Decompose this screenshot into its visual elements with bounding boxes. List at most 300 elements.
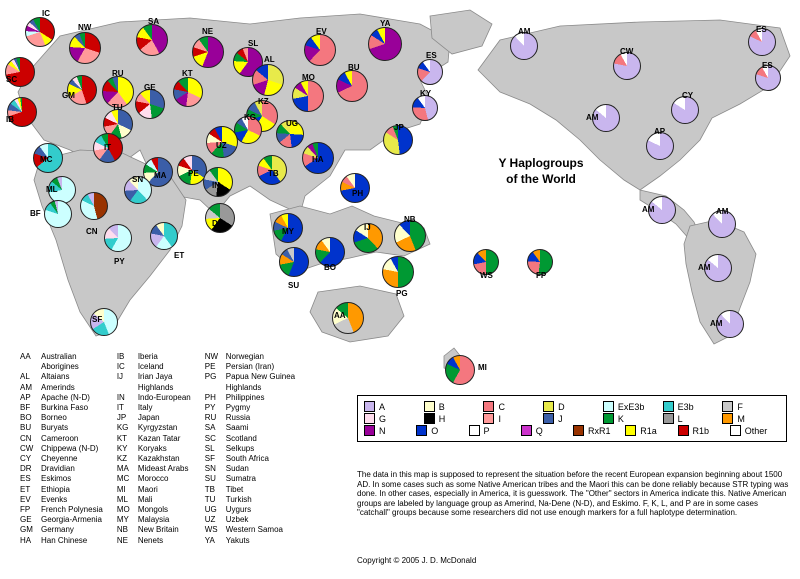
abbreviation-name: Nenets — [137, 535, 164, 545]
pie-label-ap: AP — [654, 127, 666, 136]
pie-disc — [80, 192, 108, 220]
pie-disc — [336, 70, 368, 102]
pie-label-mc: MC — [40, 155, 53, 164]
pie-disc — [510, 32, 538, 60]
legend-label: G — [379, 413, 387, 424]
abbreviation-name: Cheyenne — [41, 454, 78, 464]
pie-label-sn: SN — [132, 175, 144, 184]
pie-label-dr: DR — [212, 219, 224, 228]
abbreviation-code: SU — [204, 474, 216, 484]
abbreviation-code — [20, 362, 41, 372]
pie-label-py: PY — [114, 257, 125, 266]
pie-chart-ne — [192, 36, 224, 68]
pie-label-amw: AM — [586, 113, 599, 122]
legend-label: ExE3b — [617, 401, 645, 412]
abbreviation-name: Evenks — [41, 494, 68, 504]
pie-label-it: IT — [104, 143, 112, 152]
pie-label-ij: IJ — [364, 223, 371, 232]
pie-label-kg: KG — [244, 113, 256, 122]
abbreviation-code: TB — [204, 484, 215, 494]
abbreviation-row — [20, 474, 309, 484]
legend-swatch-o — [416, 425, 427, 436]
abbreviation-row — [20, 362, 309, 372]
abbreviation-name: Burkina Faso — [41, 403, 89, 413]
abbreviation-row — [20, 444, 309, 454]
legend-item-r1b — [678, 425, 730, 436]
abbreviation-code: RU — [204, 413, 217, 423]
pie-label-pg: PG — [396, 289, 408, 298]
legend-label: J — [558, 413, 563, 424]
map-title — [466, 155, 616, 187]
abbreviation-row — [20, 505, 309, 515]
abbreviation-name: Western Samoa — [225, 525, 283, 535]
pie-chart-ky — [412, 95, 438, 121]
abbreviation-code: PH — [204, 392, 216, 402]
pie-label-ya: YA — [380, 19, 391, 28]
legend-label: M — [737, 413, 745, 424]
abbreviation-name: Italy — [137, 403, 153, 413]
abbreviation-row — [20, 403, 309, 413]
haplogroup-legend — [357, 395, 787, 442]
pie-chart-ge — [135, 89, 165, 119]
legend-swatch-other — [730, 425, 741, 436]
legend-swatch-b — [424, 401, 435, 412]
abbreviation-code: IT — [116, 403, 124, 413]
abbreviation-code: PG — [204, 372, 217, 382]
legend-label: C — [498, 401, 505, 412]
pie-label-fp: FP — [536, 271, 547, 280]
abbreviation-code — [205, 383, 226, 393]
pie-chart-bu — [336, 70, 368, 102]
pie-chart-nb — [394, 220, 426, 252]
abbreviation-code: SL — [204, 443, 215, 453]
legend-label: R1a — [640, 425, 657, 436]
pie-disc — [252, 64, 284, 96]
abbreviation-code: KG — [116, 423, 129, 433]
abbreviation-row — [20, 536, 309, 546]
legend-swatch-r1b — [678, 425, 689, 436]
abbreviation-code: SC — [204, 433, 216, 443]
abbreviation-name: Mongols — [137, 505, 169, 515]
abbreviation-name: Papua New Guinea — [225, 372, 296, 382]
legend-label: Q — [535, 425, 543, 436]
abbreviation-code: NW — [204, 352, 219, 361]
abbreviation-name: Pygmy — [225, 403, 251, 413]
pie-label-pe: PE — [188, 169, 199, 178]
pie-chart-al — [252, 64, 284, 96]
legend-swatch-k — [603, 413, 614, 424]
abbreviation-code: GE — [20, 515, 32, 525]
pie-chart-ic — [25, 17, 55, 47]
legend-swatch-f — [722, 401, 733, 412]
abbreviation-code: NE — [116, 535, 128, 545]
legend-swatch-h — [424, 413, 435, 424]
abbreviation-name: Iberia — [137, 352, 158, 361]
pie-disc — [135, 89, 165, 119]
legend-swatch-g — [364, 413, 375, 424]
abbreviation-code: DR — [20, 464, 32, 474]
abbreviation-name: Apache (N-D) — [41, 392, 90, 402]
abbreviation-name: Mideast Arabs — [137, 464, 189, 474]
abbreviation-row — [20, 515, 309, 525]
legend-item-b — [424, 401, 484, 412]
legend-swatch-p — [469, 425, 480, 436]
legend-item-c — [483, 401, 543, 412]
pie-label-nb: NB — [404, 215, 416, 224]
pie-label-amb: AM — [698, 263, 711, 272]
legend-item-a — [364, 401, 424, 412]
legend-item-exe3b — [603, 401, 663, 412]
abbreviation-name: Uzbek — [225, 515, 249, 525]
pie-disc — [69, 32, 101, 64]
abbreviation-row — [20, 383, 309, 393]
abbreviation-code: KY — [116, 443, 128, 453]
abbreviation-code: MA — [116, 464, 129, 474]
pie-chart-su — [279, 247, 309, 277]
legend-item-r1a — [625, 425, 677, 436]
abbreviation-name: Uygurs — [225, 505, 252, 515]
legend-row — [364, 425, 782, 436]
legend-row — [364, 413, 782, 424]
abbreviation-name: Indo-European — [137, 392, 191, 402]
pie-disc — [44, 200, 72, 228]
legend-item-l — [663, 413, 723, 424]
abbreviation-name: Kazan Tatar — [137, 433, 181, 443]
abbreviation-name: Ethiopia — [41, 484, 70, 494]
abbreviation-code: IC — [116, 362, 125, 372]
legend-swatch-q — [521, 425, 532, 436]
pie-label-sa: SA — [148, 17, 160, 26]
legend-swatch-m — [722, 413, 733, 424]
abbreviation-row — [20, 413, 309, 423]
pie-chart-kt — [173, 77, 203, 107]
pie-disc — [671, 96, 699, 124]
abbreviation-code: FP — [20, 505, 31, 515]
abbreviation-row — [20, 372, 309, 382]
pie-chart-py — [104, 224, 132, 252]
pie-disc — [412, 95, 438, 121]
pie-label-kz: KZ — [258, 97, 269, 106]
legend-label: RxR1 — [588, 425, 611, 436]
abbreviation-row — [20, 423, 309, 433]
pie-label-et: ET — [174, 251, 185, 260]
abbreviation-code: UG — [204, 505, 217, 515]
abbreviation-code: BU — [20, 423, 32, 433]
abbreviation-name: Iceland — [137, 362, 164, 372]
abbreviation-row — [20, 464, 309, 474]
pie-label-ne: NE — [202, 27, 214, 36]
pie-label-su: SU — [288, 281, 300, 290]
abbreviation-name: Eskimos — [41, 474, 72, 484]
pie-label-ug: UG — [286, 119, 298, 128]
abbreviation-name: Selkups — [225, 443, 255, 453]
abbreviation-code: JP — [116, 413, 127, 423]
pie-label-bu: BU — [348, 63, 360, 72]
pie-label-ph: PH — [352, 189, 364, 198]
abbreviation-row — [20, 485, 309, 495]
abbreviation-code: IN — [116, 392, 125, 402]
pie-disc — [292, 80, 324, 112]
pie-label-bf: BF — [30, 209, 41, 218]
pie-chart-nw — [69, 32, 101, 64]
pie-disc — [394, 220, 426, 252]
abbreviation-code: KT — [116, 433, 128, 443]
legend-swatch-j — [543, 413, 554, 424]
abbreviation-name: New Britain — [137, 525, 179, 535]
legend-item-o — [416, 425, 468, 436]
legend-label: H — [438, 413, 446, 424]
abbreviation-code: CW — [20, 443, 34, 453]
legend-label: L — [677, 413, 683, 424]
abbreviation-table — [20, 352, 309, 546]
abbreviation-name: Australian — [41, 352, 77, 361]
abbreviation-code: ES — [20, 474, 31, 484]
legend-item-rxr1 — [573, 425, 625, 436]
pie-disc — [445, 355, 475, 385]
abbreviation-code: SA — [204, 423, 216, 433]
pie-disc — [279, 247, 309, 277]
abbreviation-code: MY — [116, 515, 129, 525]
pie-label-ams: AM — [710, 319, 723, 328]
abbreviation-code: IJ — [116, 372, 124, 382]
pie-chart-cw — [613, 52, 641, 80]
abbreviation-code: YA — [204, 535, 215, 545]
pie-label-ml: ML — [46, 185, 58, 194]
abbreviation-row — [20, 393, 309, 403]
pie-label-sc: SC — [6, 75, 18, 84]
pie-label-aa: AA — [334, 311, 346, 320]
legend-item-m — [722, 413, 782, 424]
pie-label-ky: KY — [420, 89, 432, 98]
legend-label: Other — [744, 425, 768, 436]
abbreviation-name: Norwegian — [225, 352, 264, 361]
legend-label: B — [438, 401, 445, 412]
legend-item-g — [364, 413, 424, 424]
pie-label-amn: AM — [518, 27, 531, 36]
abbreviation-row — [20, 495, 309, 505]
legend-swatch-rxr1 — [573, 425, 584, 436]
abbreviation-name: Russia — [225, 413, 251, 423]
legend-swatch-i — [483, 413, 494, 424]
pie-disc — [67, 75, 97, 105]
legend-item-q — [521, 425, 573, 436]
map-title-line1: Y Haplogroups — [498, 156, 584, 170]
pie-chart-ap — [646, 132, 674, 160]
abbreviation-name: Kyrgyzstan — [137, 423, 178, 433]
pie-label-amc: AM — [642, 205, 655, 214]
abbreviation-name: Sudan — [225, 464, 249, 474]
abbreviation-code: PE — [204, 362, 216, 372]
pie-label-ha: HA — [312, 155, 324, 164]
legend-item-j — [543, 413, 603, 424]
abbreviation-name: Mali — [137, 494, 153, 504]
pie-chart-sa — [136, 24, 168, 56]
pie-chart-pg — [382, 256, 414, 288]
abbreviation-name: Amerinds — [41, 382, 75, 392]
pie-label-cy: CY — [682, 91, 694, 100]
pie-label-ib: IB — [6, 115, 14, 124]
legend-label: E3b — [677, 401, 694, 412]
legend-item-d — [543, 401, 603, 412]
pie-label-tb: TB — [268, 169, 279, 178]
pie-disc — [136, 24, 168, 56]
abbreviation-name: Highlands — [137, 382, 174, 392]
abbreviation-name: Yakuts — [225, 535, 250, 545]
abbreviation-name: Chippewa (N-D) — [41, 443, 99, 453]
abbreviation-code: BF — [20, 403, 31, 413]
pie-label-in: IN — [212, 181, 220, 190]
map-title-line2: of the World — [506, 172, 576, 186]
legend-swatch-d — [543, 401, 554, 412]
abbreviation-code: MC — [116, 474, 130, 484]
pie-disc — [646, 132, 674, 160]
legend-label: D — [558, 401, 565, 412]
legend-row — [364, 401, 782, 412]
legend-label: N — [379, 425, 386, 436]
abbreviation-code: TU — [204, 494, 216, 504]
pie-label-mo: MO — [302, 73, 315, 82]
abbreviation-name: Morocco — [137, 474, 169, 484]
pie-chart-bf — [44, 200, 72, 228]
pie-disc — [340, 173, 370, 203]
legend-label: A — [379, 401, 386, 412]
legend-item-n — [364, 425, 416, 436]
legend-swatch-exe3b — [603, 401, 614, 412]
abbreviation-code: NB — [116, 525, 128, 535]
legend-item-k — [603, 413, 663, 424]
pie-disc — [613, 52, 641, 80]
abbreviation-code: CY — [20, 454, 32, 464]
pie-label-ic: IC — [42, 9, 50, 18]
pie-label-kt: KT — [182, 69, 193, 78]
abbreviation-name: Philippines — [225, 392, 265, 402]
pie-label-my: MY — [282, 227, 294, 236]
pie-label-al: AL — [264, 55, 275, 64]
abbreviation-name: Altaians — [41, 372, 70, 382]
legend-label: K — [617, 413, 624, 424]
abbreviation-name: Germany — [41, 525, 74, 535]
pie-chart-ese — [417, 59, 443, 85]
pie-label-cn: CN — [86, 227, 98, 236]
pie-label-esw: ES — [756, 25, 767, 34]
abbreviation-code: EV — [20, 494, 31, 504]
legend-item-e3b — [663, 401, 723, 412]
abbreviation-code: AM — [20, 382, 32, 392]
abbreviation-code: SF — [204, 454, 215, 464]
pie-disc — [192, 36, 224, 68]
abbreviation-code: HA — [20, 535, 32, 545]
abbreviation-code: SN — [204, 464, 216, 474]
abbreviation-name: Turkish — [225, 494, 252, 504]
legend-item-p — [469, 425, 521, 436]
abbreviation-code: BO — [20, 413, 32, 423]
pie-label-ws: WS — [480, 271, 493, 280]
pie-label-gm: GM — [62, 91, 75, 100]
legend-swatch-a — [364, 401, 375, 412]
pie-disc — [382, 256, 414, 288]
pie-label-esf: ES — [762, 61, 773, 70]
abbreviation-code: WS — [204, 525, 218, 535]
pie-label-uz: UZ — [216, 141, 227, 150]
pie-disc — [150, 222, 178, 250]
abbreviation-name: Dravidian — [41, 464, 75, 474]
pie-label-ru: RU — [112, 69, 124, 78]
pie-disc — [104, 224, 132, 252]
pie-label-bo: BO — [324, 263, 336, 272]
legend-item-other — [730, 425, 782, 436]
abbreviation-grid — [20, 352, 309, 546]
abbreviation-name: Tibet — [225, 484, 244, 494]
pie-label-ma: MA — [154, 171, 167, 180]
explanatory-note: The data in this map is supposed to represent the situation before the recent European expansion beginning about 1500 AD. In some cases such as some Native American tribes and the Maori this can be done reliably because STR typing was done. In other cases, especially in America, it is guesswork. The "Other" sectors in America indicate this. Native American groups are labeled by language group as Amerind, Na-Dene (N-D), and Eskimo. F, K, L, and P are in some cases "catchall" groups because some researchers did not use enough markers for a full haplotype determination. — [357, 470, 789, 518]
abbreviation-name: Saami — [225, 423, 249, 433]
abbreviation-name: Malaysia — [137, 515, 170, 525]
abbreviation-name: Scotland — [225, 433, 257, 443]
pie-label-mi: MI — [478, 363, 487, 372]
pie-chart-cy — [671, 96, 699, 124]
abbreviation-name: Han Chinese — [41, 535, 88, 545]
abbreviation-name: Irian Jaya — [137, 372, 173, 382]
pie-chart-amn — [510, 32, 538, 60]
pie-label-ev: EV — [316, 27, 327, 36]
pie-disc — [173, 77, 203, 107]
abbreviation-code: CN — [20, 433, 32, 443]
legend-swatch-l — [663, 413, 674, 424]
abbreviation-name: South Africa — [225, 454, 269, 464]
legend-label: O — [431, 425, 439, 436]
abbreviation-code: ET — [20, 484, 31, 494]
abbreviation-name: French Polynesia — [41, 505, 103, 515]
abbreviation-code: UZ — [204, 515, 216, 525]
legend-label: P — [483, 425, 490, 436]
abbreviation-name: Georgia-Armenia — [41, 515, 102, 525]
pie-label-ge: GE — [144, 83, 156, 92]
legend-item-h — [424, 413, 484, 424]
abbreviation-row — [20, 352, 309, 362]
abbreviation-name: Buryats — [41, 423, 69, 433]
legend-label: F — [737, 401, 743, 412]
pie-chart-ya — [368, 27, 402, 61]
abbreviation-row — [20, 434, 309, 444]
abbreviation-name: Sumatra — [225, 474, 256, 484]
abbreviation-name: Borneo — [41, 413, 67, 423]
pie-label-ese: ES — [426, 51, 437, 60]
abbreviation-code: AL — [20, 372, 30, 382]
legend-swatch-r1a — [625, 425, 636, 436]
abbreviation-name: Aborigines — [41, 362, 79, 372]
pie-disc — [368, 27, 402, 61]
pie-disc — [417, 59, 443, 85]
abbreviation-code: GM — [20, 525, 33, 535]
pie-chart-gm — [67, 75, 97, 105]
abbreviation-code: MO — [116, 505, 130, 515]
abbreviation-code — [117, 383, 138, 393]
legend-swatch-e3b — [663, 401, 674, 412]
pie-disc — [304, 34, 336, 66]
pie-chart-ev — [304, 34, 336, 66]
pie-label-sf: SF — [92, 315, 103, 324]
pie-label-jp: JP — [394, 123, 404, 132]
abbreviation-name: Cameroon — [41, 433, 79, 443]
pie-chart-ph — [340, 173, 370, 203]
abbreviation-name: Japan — [137, 413, 160, 423]
legend-item-i — [483, 413, 543, 424]
abbreviation-name: Persian (Iran) — [225, 362, 275, 372]
abbreviation-name: Maori — [137, 484, 158, 494]
abbreviation-code: MI — [116, 484, 126, 494]
pie-label-cw: CW — [620, 47, 634, 56]
abbreviation-code: ML — [116, 494, 128, 504]
